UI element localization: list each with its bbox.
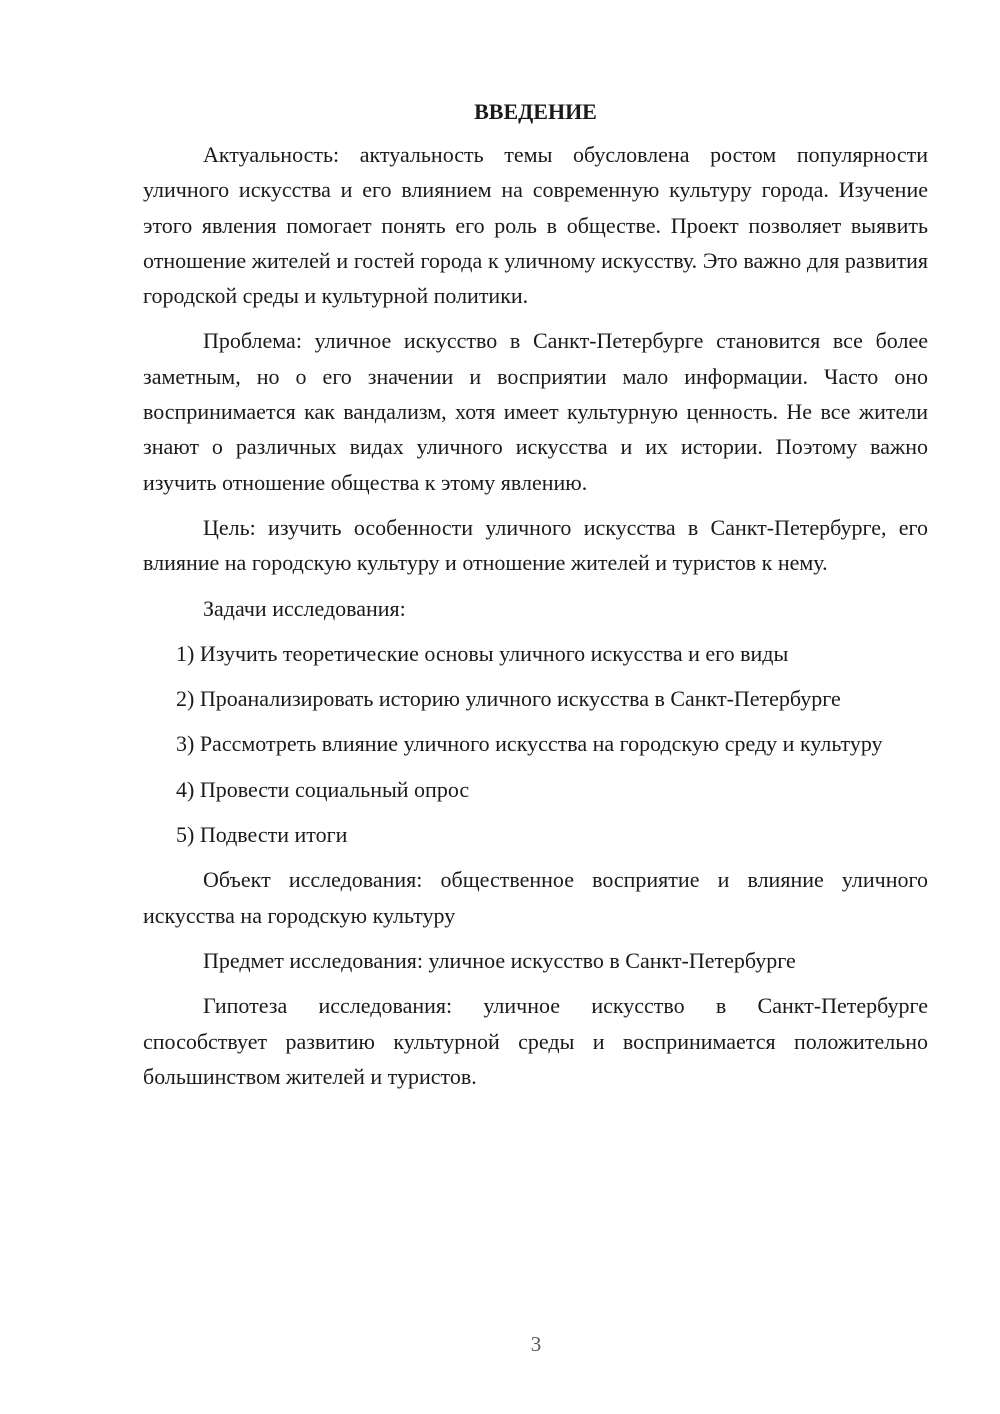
paragraph-object: Объект исследования: общественное восприятие и влияние уличного искусства на городскую культуру <box>143 867 928 928</box>
paragraph-problem: Проблема: уличное искусство в Санкт-Петербурге становится все более заметным, но о его значении и восприятии мало информации. Часто оно воспринимается как вандализм, хотя имеет культурную ценность. Не все жители знают о различных видах уличного искусства и их истории. Поэтому важно изучить отношение общества к этому явлению. <box>143 328 928 495</box>
task-item-5: 5) Подвести итоги <box>176 822 348 848</box>
paragraph-goal: Цель: изучить особенности уличного искусства в Санкт-Петербурге, его влияние на городскую культуру и отношение жителей и туристов к нему. <box>143 514 928 576</box>
task-item-4: 4) Провести социальный опрос <box>176 776 470 802</box>
task-item-2: 2) Проанализировать историю уличного искусства в Санкт-Петербурге <box>176 686 841 712</box>
section-heading: ВВЕДЕНИЕ <box>474 99 597 124</box>
paragraph-subject: Предмет исследования: уличное искусство в Санкт-Петербурге <box>203 947 796 973</box>
task-item-1: 1) Изучить теоретические основы уличного искусства и его виды <box>176 640 789 666</box>
task-item-3: 3) Рассмотреть влияние уличного искусства на городскую среду и культуру <box>176 731 883 757</box>
page-number: 3 <box>530 1332 542 1356</box>
paragraph-relevance: Актуальность: актуальность темы обусловлена ростом популярности уличного искусства и его влиянием на современную культуру города. Изучение этого явления помогает понять его роль в обществе. Проект позволяет выявить отношение жителей и гостей города к уличному искусству. Это важно для развития городской среды и культурной политики. <box>143 142 928 309</box>
paragraph-hypothesis: Гипотеза исследования: уличное искусство в Санкт-Петербурге способствует развитию культурной среды и воспринимается положительно большинством жителей и туристов. <box>143 993 928 1089</box>
tasks-title: Задачи исследования: <box>203 595 406 621</box>
page-content <box>143 94 928 1104</box>
